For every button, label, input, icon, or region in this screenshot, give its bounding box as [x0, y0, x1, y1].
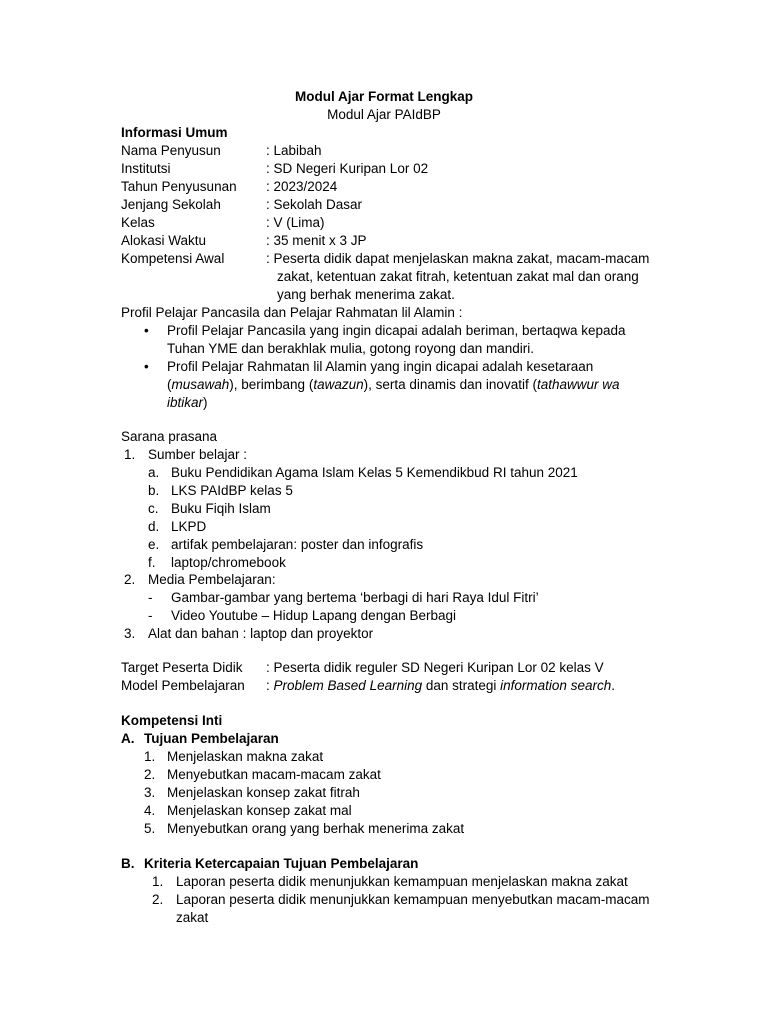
list-letter: e. [148, 537, 160, 552]
list-number: 2. [124, 572, 136, 587]
info-value: : SD Negeri Kuripan Lor 02 [266, 161, 429, 176]
info-value-continuation: yang berhak menerima zakat. [277, 287, 455, 302]
section-title: Tujuan Pembelajaran [144, 731, 279, 746]
list-item-text: artifak pembelajaran: poster dan infografis [171, 537, 424, 552]
list-number: 3. [124, 626, 136, 641]
text-segment: ), serta dinamis dan inovatif ( [363, 377, 537, 392]
list-item-text: LKS PAIdBP kelas 5 [171, 483, 293, 498]
list-letter: f. [148, 555, 156, 570]
list-item-text: Sumber belajar : [148, 447, 248, 462]
info-value: : 35 menit x 3 JP [266, 233, 367, 248]
info-value: : 2023/2024 [266, 179, 338, 194]
list-letter: c. [148, 501, 159, 516]
kompetensi-inti-heading: Kompetensi Inti [121, 713, 223, 728]
info-value: : Labibah [266, 143, 322, 158]
info-value: : Peserta didik dapat menjelaskan makna zakat, macam-macam [266, 251, 650, 266]
text-segment: : [266, 678, 274, 693]
info-label: Institutsi [121, 161, 171, 176]
model-value [266, 677, 615, 695]
italic-term: musawah [171, 377, 230, 392]
text-segment: ), berimbang ( [229, 377, 314, 392]
list-item-text: Laporan peserta didik menunjukkan kemampuan menyebutkan macam-macam [176, 892, 650, 907]
list-letter: a. [148, 465, 160, 480]
list-item-text: Laporan peserta didik menunjukkan kemampuan menjelaskan makna zakat [176, 874, 628, 889]
text-segment: dan strategi [422, 678, 501, 693]
italic-term: tawazun [313, 377, 364, 392]
info-label: Nama Penyusun [121, 143, 221, 158]
profil-bullet-text [167, 376, 620, 394]
list-number: 3. [144, 785, 156, 800]
section-title: Kriteria Ketercapaian Tujuan Pembelajaran [144, 856, 419, 871]
list-item-text: Menyebutkan macam-macam zakat [167, 767, 381, 782]
text-segment: ( [167, 377, 172, 392]
bullet-icon: • [144, 323, 149, 338]
list-item-text: laptop/chromebook [171, 555, 286, 570]
italic-term: Problem Based Learning [273, 678, 423, 693]
list-number: 2. [152, 892, 164, 907]
list-number: 1. [152, 874, 164, 889]
profil-heading: Profil Pelajar Pancasila dan Pelajar Rahmatan lil Alamin : [121, 305, 463, 320]
model-label: Model Pembelajaran [121, 678, 245, 693]
informasi-umum-heading: Informasi Umum [121, 125, 228, 140]
list-item-text: Menjelaskan konsep zakat mal [167, 803, 352, 818]
list-item-continuation: zakat [176, 910, 209, 925]
list-number: 2. [144, 767, 156, 782]
list-item-text: LKPD [171, 519, 207, 534]
list-item-text: Menyebutkan orang yang berhak menerima zakat [167, 821, 465, 836]
profil-bullet-text: Profil Pelajar Pancasila yang ingin dicapai adalah beriman, bertaqwa kepada [167, 323, 626, 338]
bullet-icon: • [144, 359, 149, 374]
italic-term: tathawwur wa [536, 377, 620, 392]
list-item-text: Gambar-gambar yang bertema ‘berbagi di hari Raya Idul Fitri’ [171, 590, 539, 605]
list-number: 1. [124, 447, 136, 462]
profil-bullet-text [167, 394, 208, 412]
italic-term: ibtikar [167, 395, 204, 410]
list-item-text: Video Youtube – Hidup Lapang dengan Berbagi [171, 608, 457, 623]
target-label: Target Peserta Didik [121, 660, 243, 675]
list-dash: - [148, 590, 153, 605]
info-label: Kompetensi Awal [121, 251, 225, 266]
info-label: Kelas [121, 215, 155, 230]
list-item-text: Buku Pendidikan Agama Islam Kelas 5 Kemendikbud RI tahun 2021 [171, 465, 578, 480]
list-item-text: Media Pembelajaran: [148, 572, 276, 587]
list-letter: b. [148, 483, 160, 498]
list-item-text: Menjelaskan konsep zakat fitrah [167, 785, 360, 800]
list-number: 4. [144, 803, 156, 818]
list-item-text: Alat dan bahan : laptop dan proyektor [148, 626, 374, 641]
target-value: : Peserta didik reguler SD Negeri Kuripan Lor 02 kelas V [266, 660, 604, 675]
list-item-text: Buku Fiqih Islam [171, 501, 271, 516]
text-segment: . [611, 678, 615, 693]
info-value: : V (Lima) [266, 215, 325, 230]
info-value-continuation: zakat, ketentuan zakat fitrah, ketentuan zakat mal dan orang [277, 269, 639, 284]
list-number: 5. [144, 821, 156, 836]
section-letter: B. [121, 856, 135, 871]
info-label: Tahun Penyusunan [121, 179, 237, 194]
list-number: 1. [144, 749, 156, 764]
info-label: Jenjang Sekolah [121, 197, 221, 212]
profil-bullet-text: Profil Pelajar Rahmatan lil Alamin yang ingin dicapai adalah kesetaraan [167, 359, 594, 374]
list-letter: d. [148, 519, 160, 534]
document-subtitle: Modul Ajar PAIdBP [327, 107, 441, 122]
section-letter: A. [121, 731, 135, 746]
profil-bullet-text: Tuhan YME dan berakhlak mulia, gotong royong dan mandiri. [167, 341, 534, 356]
info-label: Alokasi Waktu [121, 233, 207, 248]
sarana-heading: Sarana prasana [121, 429, 218, 444]
list-item-text: Menjelaskan makna zakat [167, 749, 324, 764]
italic-term: information search [500, 678, 612, 693]
document-title: Modul Ajar Format Lengkap [294, 89, 473, 104]
list-dash: - [148, 608, 153, 623]
text-segment: ) [203, 395, 208, 410]
info-value: : Sekolah Dasar [266, 197, 363, 212]
